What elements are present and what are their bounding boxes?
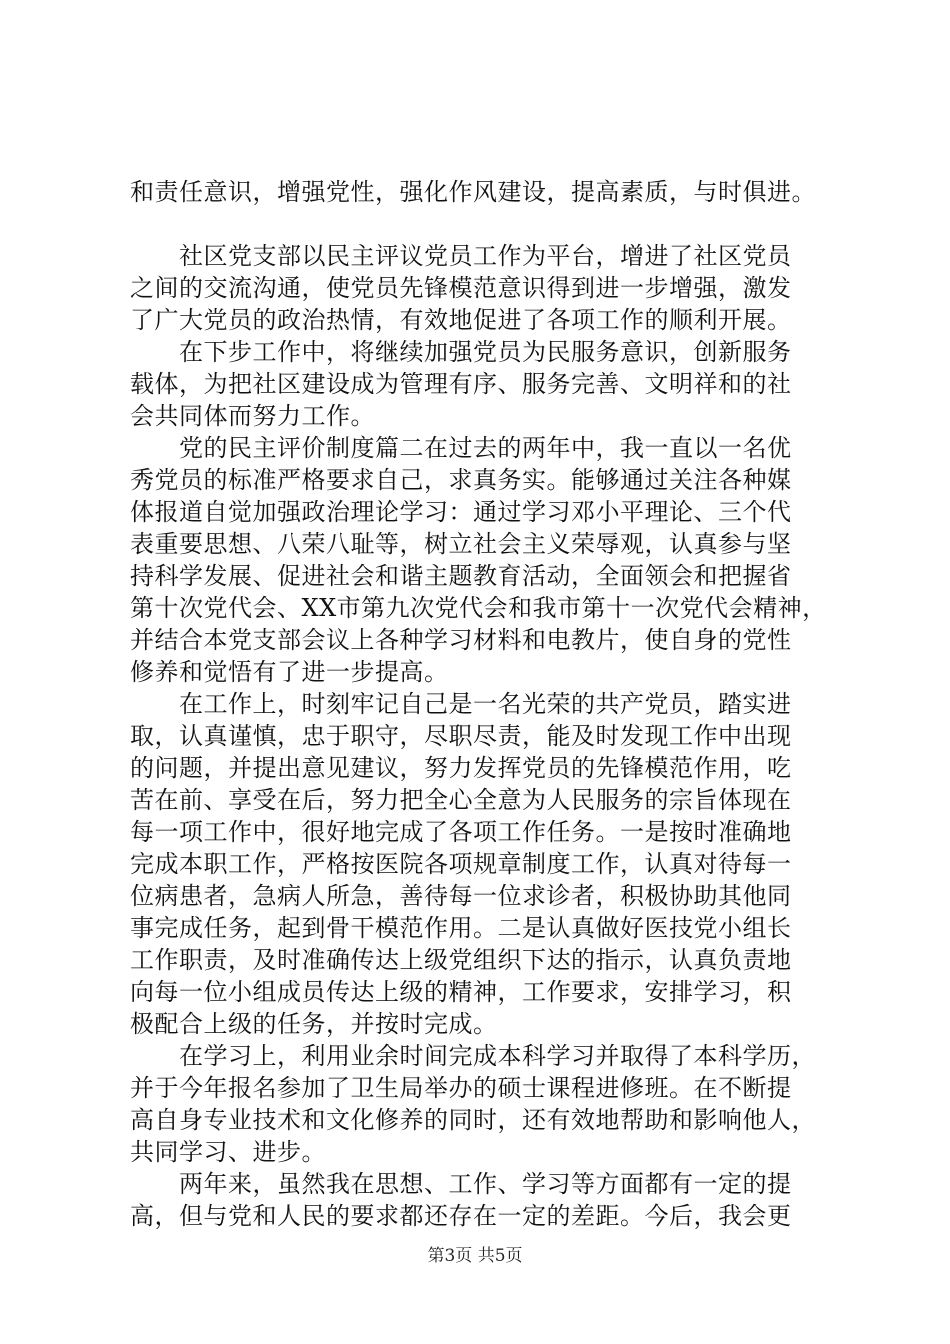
text-line: 苦在前、享受在后，努力把全心全意为人民服务的宗旨体现在	[130, 786, 792, 814]
opening-line: 和责任意识，增强党性，强化作风建设，提高素质，与时俱进。	[130, 178, 816, 206]
text-line: 并结合本党支部会议上各种学习材料和电教片，使自身的党性	[130, 626, 792, 654]
text-line: 了广大党员的政治热情，有效地促进了各项工作的顺利开展。	[130, 306, 792, 334]
text-line: 高，但与党和人民的要求都还存在一定的差距。今后，我会更	[130, 1202, 792, 1230]
text-line: 在下步工作中，将继续加强党员为民服务意识，创新服务	[130, 338, 792, 366]
text-line: 完成本职工作，严格按医院各项规章制度工作，认真对待每一	[130, 850, 792, 878]
body-text	[130, 240, 830, 1232]
text-line: 高自身专业技术和文化修养的同时，还有效地帮助和影响他人，	[130, 1106, 816, 1134]
text-line: 秀党员的标准严格要求自己，求真务实。能够通过关注各种媒	[130, 466, 792, 494]
text-line: 极配合上级的任务，并按时完成。	[130, 1010, 498, 1038]
text-line: 持科学发展、促进社会和谐主题教育活动，全面领会和把握省	[130, 562, 792, 590]
text-line: 社区党支部以民主评议党员工作为平台，增进了社区党员	[130, 242, 792, 270]
text-line: 第十次党代会、XX市第九次党代会和我市第十一次党代会精神，	[130, 594, 827, 622]
text-line: 并于今年报名参加了卫生局举办的硕士课程进修班。在不断提	[130, 1074, 792, 1102]
text-line: 在学习上，利用业余时间完成本科学习并取得了本科学历，	[130, 1042, 816, 1070]
text-line: 之间的交流沟通，使党员先锋模范意识得到进一步增强，激发	[130, 274, 792, 302]
text-line: 的问题，并提出意见建议，努力发挥党员的先锋模范作用，吃	[130, 754, 792, 782]
text-line: 位病患者，急病人所急，善待每一位求诊者，积极协助其他同	[130, 882, 792, 910]
text-line: 工作职责，及时准确传达上级党组织下达的指示，认真负责地	[130, 946, 792, 974]
text-line: 两年来，虽然我在思想、工作、学习等方面都有一定的提	[130, 1170, 792, 1198]
text-line: 载体，为把社区建设成为管理有序、服务完善、文明祥和的社	[130, 370, 792, 398]
text-line: 表重要思想、八荣八耻等，树立社会主义荣辱观，认真参与坚	[130, 530, 792, 558]
text-line: 向每一位小组成员传达上级的精神，工作要求，安排学习，积	[130, 978, 792, 1006]
text-line: 取，认真谨慎，忠于职守，尽职尽责，能及时发现工作中出现	[130, 722, 792, 750]
text-line: 党的民主评价制度篇二在过去的两年中，我一直以一名优	[130, 434, 792, 462]
text-line: 事完成任务，起到骨干模范作用。二是认真做好医技党小组长	[130, 914, 792, 942]
text-line: 修养和觉悟有了进一步提高。	[130, 658, 449, 686]
text-line: 在工作上，时刻牢记自己是一名光荣的共产党员，踏实进	[130, 690, 792, 718]
text-line: 体报道自觉加强政治理论学习：通过学习邓小平理论、三个代	[130, 498, 792, 526]
text-line: 会共同体而努力工作。	[130, 402, 375, 430]
text-line: 共同学习、进步。	[130, 1138, 326, 1166]
page-footer: 第3页 共5页	[427, 1246, 523, 1266]
text-line: 每一项工作中，很好地完成了各项工作任务。一是按时准确地	[130, 818, 792, 846]
